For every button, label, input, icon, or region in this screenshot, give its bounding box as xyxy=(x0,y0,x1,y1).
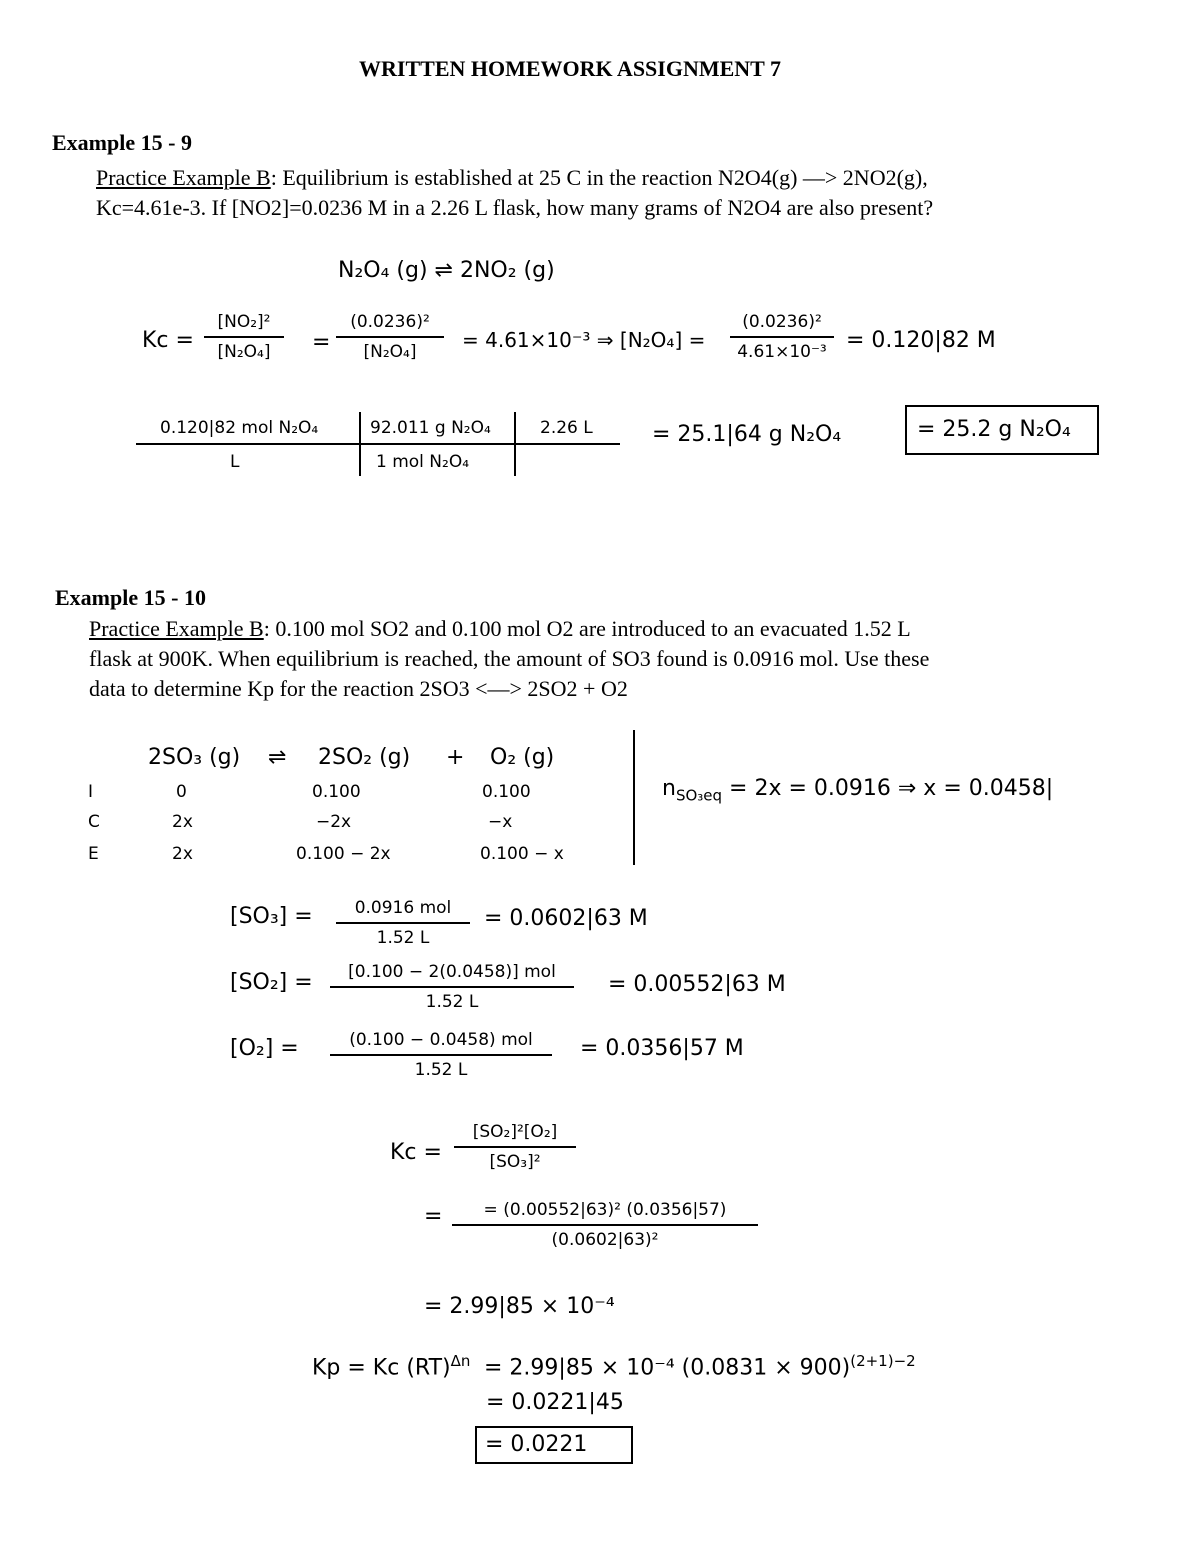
page-title: WRITTEN HOMEWORK ASSIGNMENT 7 xyxy=(359,56,781,81)
conversion-numerator-3: 2.26 L xyxy=(540,418,593,438)
fraction-numerator: (0.0236)² xyxy=(350,312,430,332)
ice-cell: 0 xyxy=(176,782,187,802)
fraction-bar xyxy=(454,1146,576,1148)
fraction-bar xyxy=(730,336,834,338)
fraction-bar xyxy=(336,336,444,338)
kp-final-answer: = 0.0221 xyxy=(485,1432,588,1457)
fraction-numerator: [NO₂]² xyxy=(217,312,271,332)
fraction-numerator: = (0.00552|63)² (0.0356|57) xyxy=(483,1200,727,1220)
kp-exponent: (2+1)−2 xyxy=(850,1352,916,1370)
conversion-denominator-1: L xyxy=(230,452,240,472)
equals-sign: = xyxy=(312,330,331,355)
final-answer-box xyxy=(905,405,1099,455)
example-heading-15-10: Example 15 - 10 xyxy=(55,585,206,610)
mass-result: = 25.1|64 g N₂O₄ xyxy=(652,422,842,447)
delta-n: Δn xyxy=(450,1352,471,1370)
fraction-denominator: 4.61×10⁻³ xyxy=(737,342,827,362)
ice-cell: 2x xyxy=(172,812,193,832)
fraction-numerator: (0.100 − 0.0458) mol xyxy=(349,1030,533,1050)
fraction-denominator: (0.0602|63)² xyxy=(551,1230,659,1250)
so2-conc-label: [SO₂] = xyxy=(230,970,313,995)
moles-subscript: SO₃eq xyxy=(675,786,723,805)
so2-fraction xyxy=(330,962,574,1012)
ice-row-label: E xyxy=(88,844,99,864)
ice-cell: 0.100 xyxy=(482,782,531,802)
problem-line: data to determine Kp for the reaction 2SO3 <—> 2SO2 + O2 xyxy=(89,676,628,701)
so3-fraction xyxy=(336,898,470,948)
kc-fraction-2 xyxy=(336,312,444,362)
fraction-denominator: [N₂O₄] xyxy=(217,342,271,362)
fraction-numerator: [SO₂]²[O₂] xyxy=(472,1122,558,1142)
ice-cell: 2x xyxy=(172,844,193,864)
fraction-numerator: (0.0236)² xyxy=(742,312,822,332)
fraction-numerator: [0.100 − 2(0.0458)] mol xyxy=(348,962,556,982)
ice-divider xyxy=(633,730,635,865)
moles-so3-equation xyxy=(662,776,1053,804)
problem-statement-15-9 xyxy=(96,163,1146,223)
conversion-numerator-2: 92.011 g N₂O₄ xyxy=(370,418,491,438)
kc-substitution-equals: = xyxy=(424,1204,443,1229)
ice-header-so3: 2SO₃ (g) xyxy=(148,745,241,770)
kp-substitution-text: = 2.99|85 × 10⁻⁴ (0.0831 × 900) xyxy=(484,1355,851,1381)
kp-substitution xyxy=(484,1352,916,1380)
kc-label: Kc = xyxy=(390,1140,442,1165)
conversion-bar xyxy=(136,443,620,445)
o2-conc-result: = 0.0356|57 M xyxy=(580,1036,744,1061)
final-answer: = 25.2 g N₂O₄ xyxy=(917,417,1071,442)
ice-cell: 0.100 − 2x xyxy=(296,844,391,864)
fraction-denominator: 1.52 L xyxy=(376,928,430,948)
moles-solution: = 2x = 0.0916 ⇒ x = 0.0458| xyxy=(729,776,1054,801)
kc-label: Kc = xyxy=(142,328,194,353)
kp-expression: Kp = Kc (RT) xyxy=(312,1355,451,1381)
ice-header-o2: O₂ (g) xyxy=(490,745,555,770)
problem-statement-15-10 xyxy=(89,614,1149,704)
kp-value: = 0.0221|45 xyxy=(486,1390,624,1415)
ice-header-plus: + xyxy=(446,745,465,770)
kp-final-box xyxy=(475,1426,633,1464)
fraction-denominator: 1.52 L xyxy=(425,992,479,1012)
ice-header-arrow: ⇌ xyxy=(268,745,287,770)
kc-value: = 4.61×10⁻³ ⇒ [N₂O₄] = xyxy=(462,328,706,352)
so3-conc-result: = 0.0602|63 M xyxy=(484,906,648,931)
moles-symbol: n xyxy=(662,776,676,801)
kc-substitution-fraction xyxy=(452,1200,758,1250)
o2-conc-label: [O₂] = xyxy=(230,1036,299,1061)
conversion-denominator-2: 1 mol N₂O₄ xyxy=(376,452,470,472)
so3-conc-label: [SO₃] = xyxy=(230,904,313,929)
fraction-bar xyxy=(336,922,470,924)
fraction-denominator: [SO₃]² xyxy=(489,1152,541,1172)
problem-line: : 0.100 mol SO2 and 0.100 mol O2 are introduced to an evacuated 1.52 L xyxy=(263,616,911,641)
practice-label: Practice Example B xyxy=(96,165,271,190)
ice-cell: −x xyxy=(488,812,513,832)
kc-fraction-3 xyxy=(730,312,834,362)
fraction-bar xyxy=(204,336,284,338)
kc-fraction-1 xyxy=(204,312,284,362)
fraction-bar xyxy=(452,1224,758,1226)
fraction-denominator: 1.52 L xyxy=(414,1060,468,1080)
problem-line: Kc=4.61e-3. If [NO2]=0.0236 M in a 2.26 L flask, how many grams of N2O4 are also present? xyxy=(96,195,934,220)
ice-cell: 0.100 − x xyxy=(480,844,564,864)
conversion-divider xyxy=(514,412,516,476)
problem-line: : Equilibrium is established at 25 C in the reaction N2O4(g) —> 2NO2(g), xyxy=(270,165,928,190)
ice-cell: 0.100 xyxy=(312,782,361,802)
ice-header-so2: 2SO₂ (g) xyxy=(318,745,411,770)
kc-expression-fraction xyxy=(454,1122,576,1172)
practice-label: Practice Example B xyxy=(89,616,264,641)
so2-conc-result: = 0.00552|63 M xyxy=(608,972,786,997)
example-heading-15-9: Example 15 - 9 xyxy=(52,130,192,155)
reaction-equation: N₂O₄ (g) ⇌ 2NO₂ (g) xyxy=(338,258,555,283)
fraction-bar xyxy=(330,986,574,988)
ice-row-label: C xyxy=(88,812,100,832)
fraction-bar xyxy=(330,1054,552,1056)
kc-value: = 2.99|85 × 10⁻⁴ xyxy=(424,1294,615,1319)
problem-line: flask at 900K. When equilibrium is reached, the amount of SO3 found is 0.0916 mol. Use these xyxy=(89,646,930,671)
ice-cell: −2x xyxy=(316,812,352,832)
fraction-denominator: [N₂O₄] xyxy=(363,342,417,362)
kp-formula xyxy=(312,1352,470,1380)
conversion-numerator-1: 0.120|82 mol N₂O₄ xyxy=(160,418,319,438)
ice-row-label: I xyxy=(88,782,94,802)
concentration-result: = 0.120|82 M xyxy=(846,328,996,353)
o2-fraction xyxy=(330,1030,552,1080)
fraction-numerator: 0.0916 mol xyxy=(354,898,452,918)
conversion-divider xyxy=(359,412,361,476)
